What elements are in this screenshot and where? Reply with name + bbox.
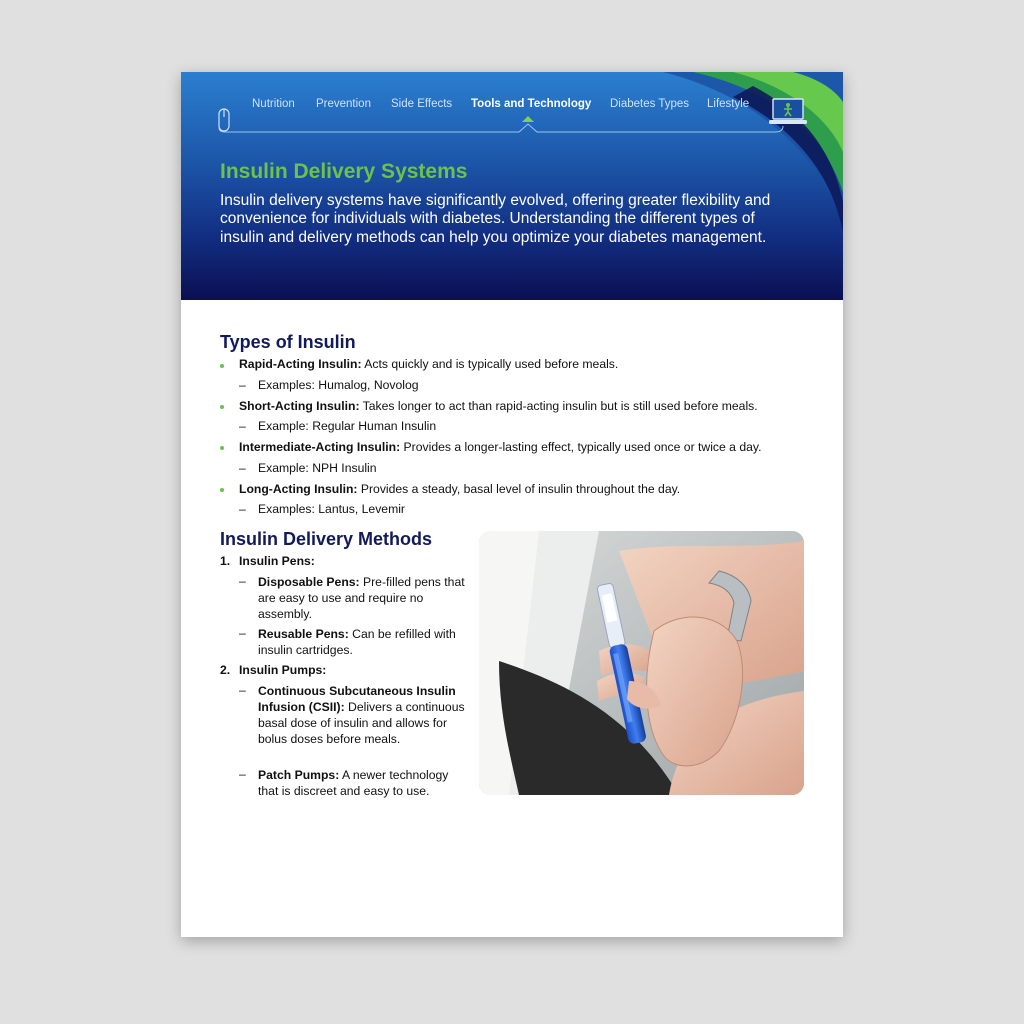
list-item	[239, 399, 758, 413]
csii-item	[258, 683, 468, 747]
list-item	[239, 482, 680, 496]
nav-item-tools-and-technology[interactable]: Tools and Technology	[471, 98, 592, 110]
item-label: Short-Acting Insulin:	[239, 399, 360, 413]
item-label: Patch Pumps:	[258, 768, 340, 782]
item-desc: Provides a steady, basal level of insulin throughout the day.	[357, 482, 681, 496]
item-label: Reusable Pens:	[258, 627, 349, 641]
item-example: Example: NPH Insulin	[258, 461, 377, 475]
item-label: Intermediate-Acting Insulin:	[239, 440, 401, 454]
item-label: Disposable Pens:	[258, 575, 360, 589]
item-desc: Delivers a continuous basal dose of insulin and allows for bolus doses before meals.	[258, 700, 465, 746]
dash-icon: –	[239, 626, 246, 640]
dash-icon: –	[239, 767, 246, 781]
brochure-page	[181, 72, 843, 937]
insulin-pen-photo	[479, 531, 804, 795]
mouse-icon	[218, 108, 230, 132]
types-heading: Types of Insulin	[220, 332, 356, 352]
item-label: Continuous Subcutaneous Insulin Infusion (CSII):	[258, 684, 456, 714]
item-example: Examples: Lantus, Levemir	[258, 502, 405, 516]
item-label: Long-Acting Insulin:	[239, 482, 358, 496]
methods-heading: Insulin Delivery Methods	[220, 529, 433, 549]
dash-icon: –	[239, 683, 246, 697]
header-banner	[181, 72, 843, 300]
list-number: 1.	[220, 554, 231, 568]
item-desc: Acts quickly and is typically used before meals.	[361, 357, 619, 371]
item-desc: Provides a longer-lasting effect, typically used once or twice a day.	[400, 440, 762, 454]
item-desc: Takes longer to act than rapid-acting insulin but is still used before meals.	[359, 399, 758, 413]
disposable-pens-item	[258, 574, 468, 622]
nav-item-side-effects[interactable]: Side Effects	[391, 98, 453, 110]
pumps-title	[239, 663, 326, 677]
nav-item-lifestyle[interactable]: Lifestyle	[707, 98, 750, 110]
bullet-icon	[220, 405, 224, 409]
list-item	[239, 357, 618, 371]
dash-icon: –	[239, 502, 246, 516]
bullet-icon	[220, 446, 224, 450]
list-item	[239, 440, 761, 454]
top-nav	[181, 98, 843, 122]
bullet-icon	[220, 488, 224, 492]
intro-paragraph: Insulin delivery systems have significantly evolved, offering greater flexibility and convenience for individuals with diabetes. Understanding the different types of insulin and delivery methods can help you optimize your diabetes management.	[220, 192, 771, 246]
reusable-pens-item	[258, 626, 468, 658]
bullet-icon	[220, 364, 224, 368]
item-desc: Can be refilled with insulin cartridges.	[258, 627, 456, 657]
dash-icon: –	[239, 378, 246, 392]
pens-title-text: Insulin Pens:	[239, 554, 315, 568]
insulin-pen-illustration	[479, 531, 804, 795]
dash-icon: –	[239, 419, 246, 433]
item-desc: Pre-filled pens that are easy to use and require no assembly.	[258, 575, 465, 621]
dash-icon: –	[239, 461, 246, 475]
pens-title	[239, 554, 315, 568]
nav-item-diabetes-types[interactable]: Diabetes Types	[610, 98, 690, 110]
dash-icon: –	[239, 574, 246, 588]
item-example: Examples: Humalog, Novolog	[258, 378, 419, 392]
nav-item-prevention[interactable]: Prevention	[316, 98, 371, 110]
list-number: 2.	[220, 663, 231, 677]
pumps-title-text: Insulin Pumps:	[239, 663, 327, 677]
page-title: Insulin Delivery Systems	[220, 160, 468, 183]
item-example: Example: Regular Human Insulin	[258, 419, 437, 433]
nav-underline	[215, 122, 805, 134]
item-desc: A newer technology that is discreet and easy to use.	[258, 768, 449, 798]
item-label: Rapid-Acting Insulin:	[239, 357, 362, 371]
patch-pumps-item	[258, 767, 468, 799]
laptop-icon	[769, 98, 807, 126]
nav-item-nutrition[interactable]: Nutrition	[252, 98, 295, 110]
